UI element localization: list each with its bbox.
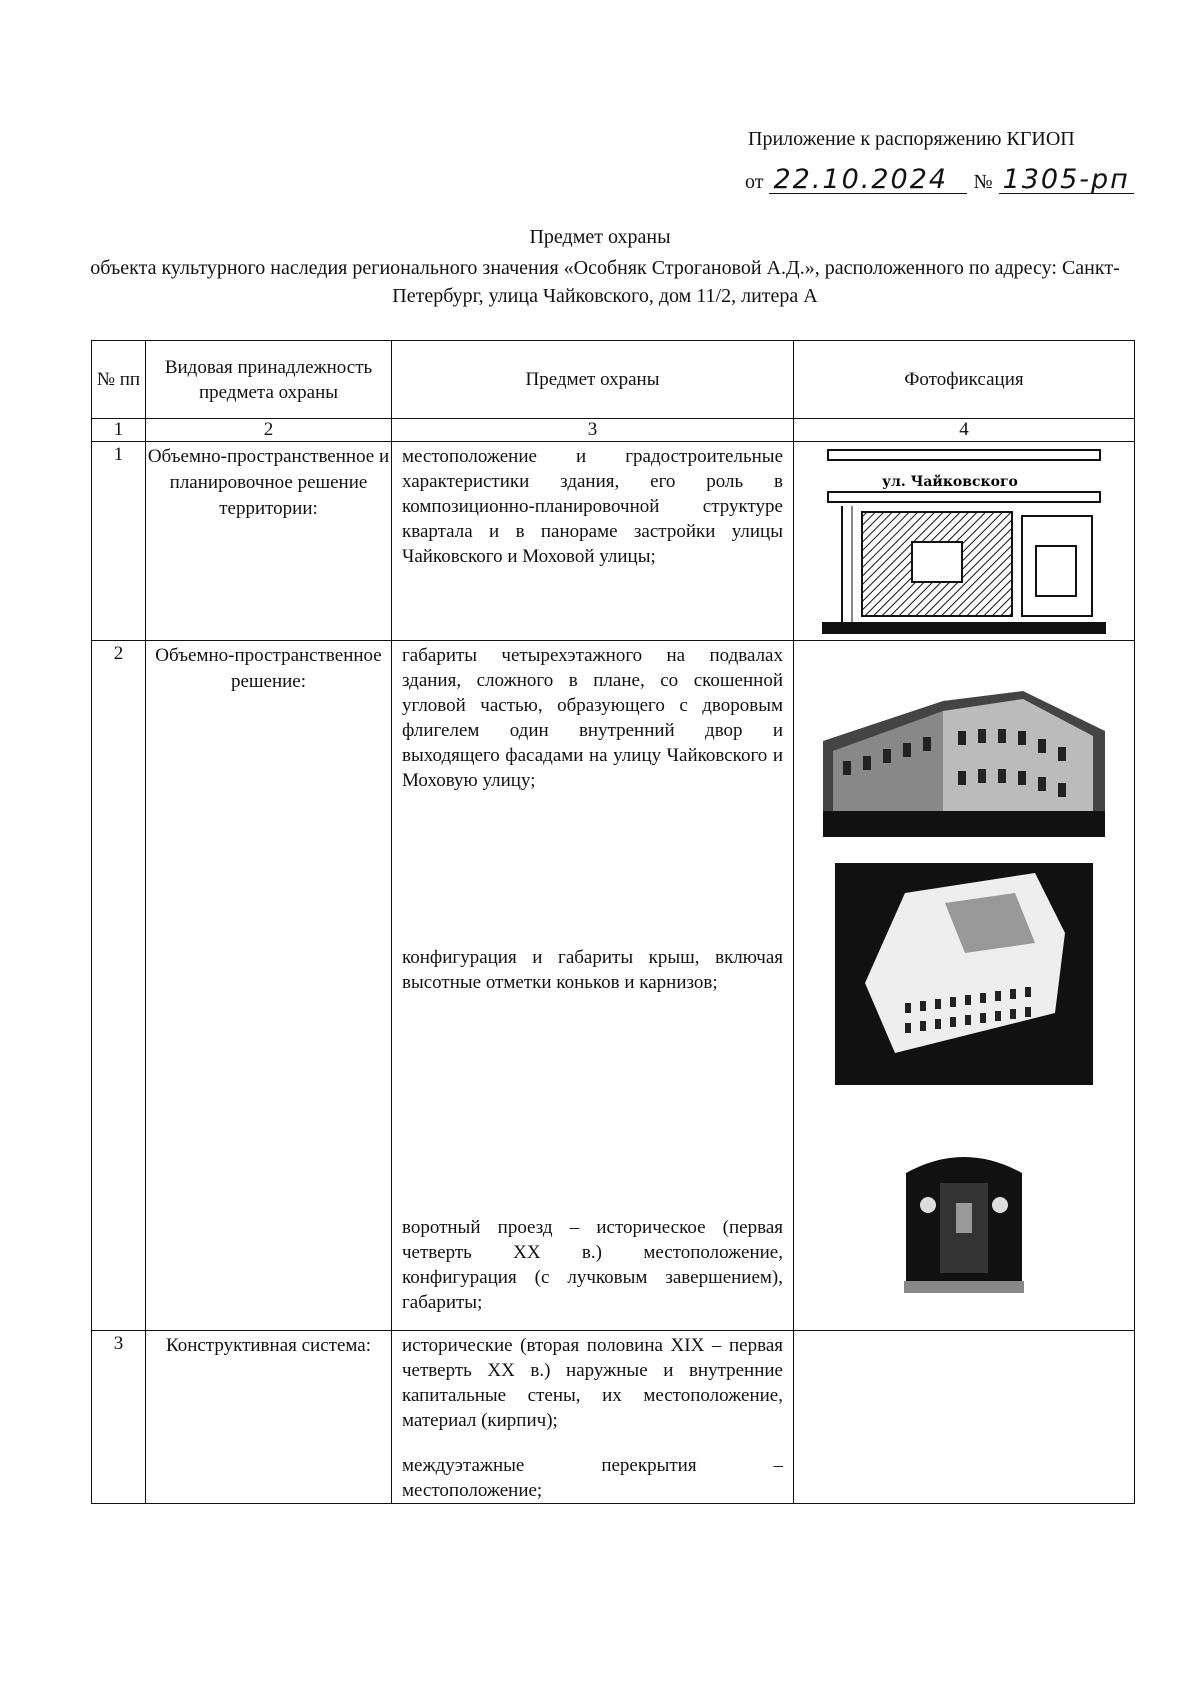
site-plan-image xyxy=(794,442,1134,634)
row-photo xyxy=(794,641,1135,1331)
row-photo-empty xyxy=(794,1331,1135,1504)
table-row xyxy=(92,641,1135,1331)
handwritten-date: 22.10.2024 xyxy=(769,166,967,194)
table-header-row xyxy=(92,341,1135,419)
row-photo xyxy=(794,442,1135,641)
header-num: № пп xyxy=(92,341,146,419)
protection-subject-table xyxy=(91,340,1135,1504)
street-label: ул. Чайковского xyxy=(882,474,1018,490)
row-kind: Объемно-пространственное и планировочное решение территории: xyxy=(146,442,392,641)
subject-item: воротный проезд – историческое (первая четверть XX в.) местоположение, конфигурация (с лучковым завершением), габариты; xyxy=(402,1217,783,1313)
row-subject xyxy=(392,442,794,641)
row-subject xyxy=(392,1331,794,1504)
subject-item: междуэтажные перекрытия – местоположение; xyxy=(402,1455,783,1501)
row-number: 2 xyxy=(92,641,146,1331)
document-subtitle: объекта культурного наследия регионального значения «Особняк Строгановой А.Д.», расположенного по адресу: Санкт-Петербург, улица Чайковского, дом 11/2, литера А xyxy=(90,257,1120,307)
subject-item: местоположение и градостроительные характеристики здания, его роль в композиционно-планировочной структуре квартала и в панораме застройки улицы Чайковского и Моховой улицы; xyxy=(402,446,783,567)
aerial-roof-photo xyxy=(794,837,1134,1085)
header-photo: Фотофиксация xyxy=(794,341,1135,419)
number-label: № xyxy=(973,171,993,193)
subject-item: конфигурация и габариты крыш, включая высотные отметки коньков и карнизов; xyxy=(402,947,783,993)
appendix-note: Приложение к распоряжению КГИОП xyxy=(748,128,1075,150)
table-row xyxy=(92,1331,1135,1504)
document-title: Предмет охраны xyxy=(529,226,671,248)
gateway-image xyxy=(904,1143,1024,1293)
order-date-line xyxy=(745,166,1140,194)
subject-item: исторические (вторая половина XIX – первая четверть XX в.) наружные и внутренние капитальные стены, их местоположение, материал (кирпич); xyxy=(402,1335,783,1431)
column-number: 2 xyxy=(146,419,392,442)
row-subject xyxy=(392,641,794,1331)
aerial-image xyxy=(835,863,1093,1085)
column-number: 1 xyxy=(92,419,146,442)
site-plan-map xyxy=(822,446,1106,634)
column-numbers-row xyxy=(92,419,1135,442)
header-kind: Видовая принадлежность предмета охраны xyxy=(146,341,392,419)
row-kind: Конструктивная система: xyxy=(146,1331,392,1504)
row-number: 3 xyxy=(92,1331,146,1504)
table-row xyxy=(92,442,1135,641)
facade-image xyxy=(823,661,1105,837)
row-kind: Объемно-пространственное решение: xyxy=(146,641,392,1331)
handwritten-number: 1305-рп xyxy=(999,166,1134,194)
column-number: 4 xyxy=(794,419,1135,442)
building-facade-photo xyxy=(794,641,1134,837)
gateway-photo xyxy=(794,1085,1134,1293)
row-number: 1 xyxy=(92,442,146,641)
subject-item: габариты четырехэтажного на подвалах здания, сложного в плане, со скошенной угловой частью, образующего с дворовым флигелем один внутренний двор и выходящего фасадами на улицу Чайковского и Моховую улицу; xyxy=(402,645,783,791)
from-label: от xyxy=(745,171,764,193)
header-subject: Предмет охраны xyxy=(392,341,794,419)
column-number: 3 xyxy=(392,419,794,442)
